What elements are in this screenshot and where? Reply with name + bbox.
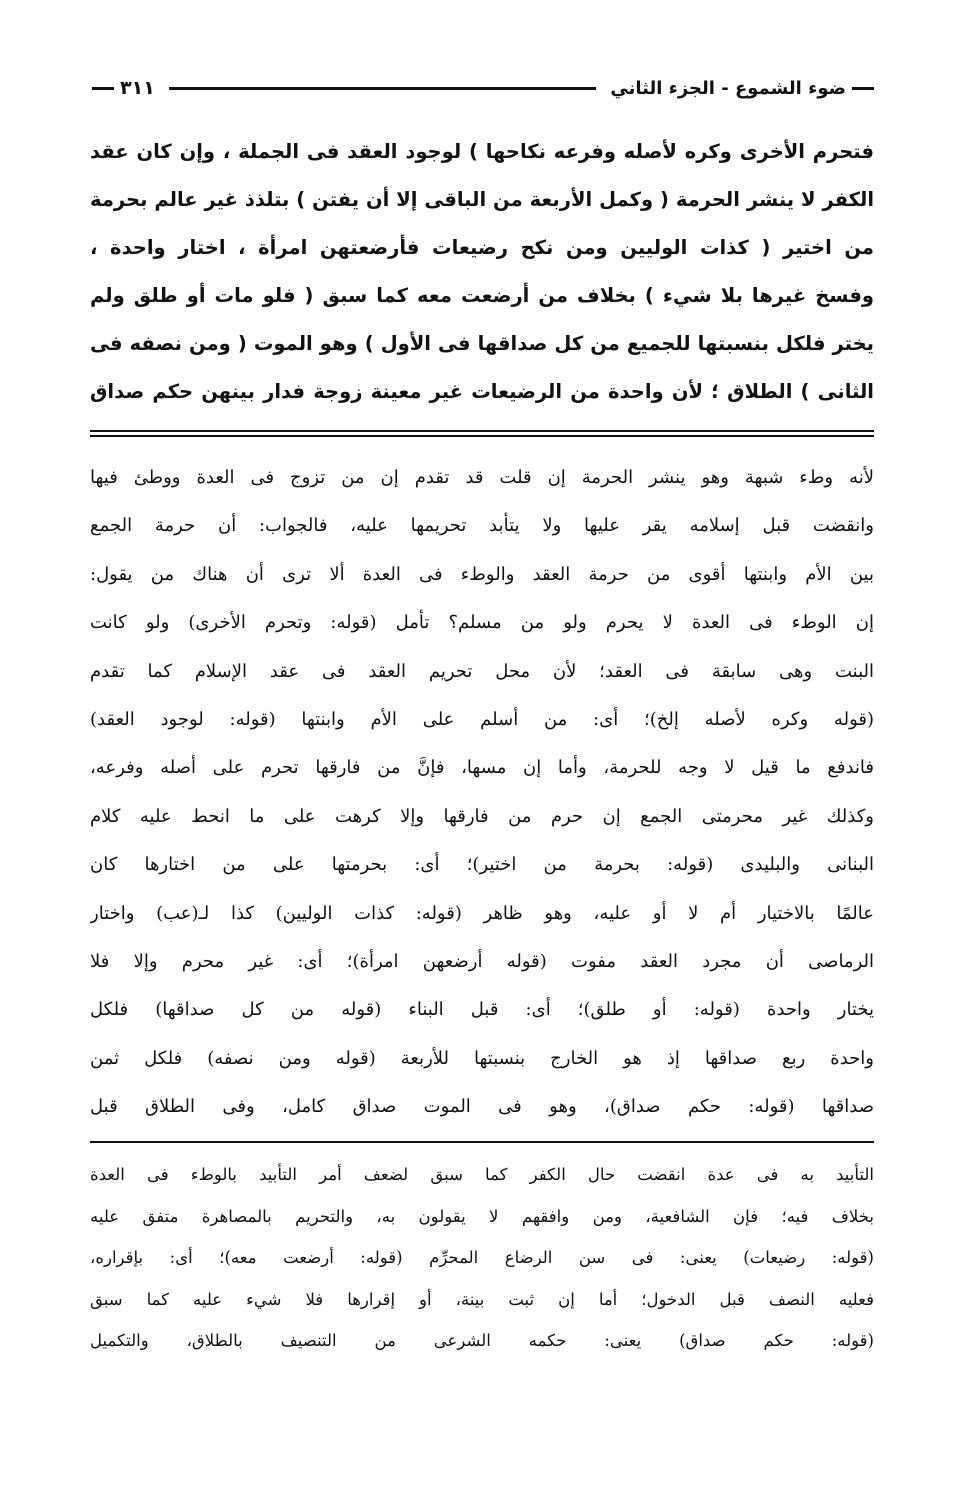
commentary-line: البنانى والبليدى (قوله: بحرمة من اختير)؛ أى: بحرمتها على من اختارها كان [90, 854, 874, 876]
main-text-line: الثانى ) الطلاق ؛ لأن واحدة من الرضيعات غير معينة زوجة فدار بينهن حكم صداق [90, 380, 874, 403]
gloss-line: فعليه النصف قبل الدخول؛ أما إن ثبت بينة، أو إقرارها فلا شيء عليه كما سبق [90, 1289, 874, 1309]
commentary-line: الرماصى أن مجرد العقد مفوت (قوله أرضعهن امرأة)؛ أى: غير محرم وإلا فلا [90, 950, 874, 972]
gloss-line: التأبيد به فى عدة انقضت حال الكفر كما سبق لضعف أمر التأبيد بالوطء فى العدة [90, 1165, 874, 1184]
commentary-line: لأنه وطء شبهة وهو ينشر الحرمة إن قلت قد تقدم إن من تزوج فى العدة ووطئ فيها [90, 467, 874, 488]
main-text-line: من اختير ( كذات الوليين ومن نكح رضيعات فأرضعتهن امرأة ، اختار واحدة ، [90, 236, 874, 259]
gloss-line: (قوله: حكم صداق) يعنى: حكمه الشرعى من التنصيف بالطلاق، والتكميل [90, 1331, 874, 1350]
commentary-line: وانقضت قبل إسلامه يقر عليها ولا يتأبد تحريمها عليه، فالجواب: أن حرمة الجمع [90, 515, 874, 537]
gloss-line: بخلاف فيه؛ فإن الشافعية، ومن وافقهم لا يقولون به، والتحريم بالمصاهرة متفق عليه [90, 1206, 874, 1226]
commentary-line: بين الأم وابنتها أقوى من حرمة العقد والوطء فى العدة ألا ترى أن هناك من يقول: [90, 563, 874, 585]
commentary-line: واحدة ربع صداقها إذ هو الخارج بنسبتها للأربعة (قوله ومن نصفه) فلكل ثمن [90, 1047, 874, 1069]
header-rule [169, 87, 597, 90]
commentary-line: فاندفع ما قيل لا وجه للحرمة، وأما إن مسها، فإنَّ من فارقها تحرم على أصله وفرعه، [90, 757, 874, 779]
commentary-line: عالمًا بالاختيار أم لا أو عليه، وهو ظاهر (قوله: كذات الوليين) كذا لـ(عب) واختار [90, 902, 874, 924]
commentary-line: وكذلك غير محرمتى الجمع إن حرم من فارقها وإلا كرهت على ما انحط عليه كلام [90, 805, 874, 827]
double-rule-bottom [90, 435, 874, 437]
commentary-line: صداقها (قوله: حكم صداق)، وهو فى الموت صداق كامل، وفى الطلاق قبل [90, 1096, 874, 1118]
footnote-rule [90, 1141, 874, 1143]
main-text-line: الكفر لا ينشر الحرمة ( وكمل الأربعة من الباقى إلا أن يفتن ) بتلذذ غير عالم بحرمة [90, 188, 874, 211]
main-text-line: فتحرم الأخرى وكره لأصله وفرعه نكاحها ) لوجود العقد فى الجملة ، وإن كان عقد [90, 140, 874, 163]
commentary-line: البنت وهى سابقة فى العقد؛ لأن محل تحريم العقد فى عقد الإسلام كما تقدم [90, 660, 874, 682]
commentary [90, 454, 874, 1131]
running-title: ضوء الشموع - الجزء الثاني [610, 77, 846, 99]
commentary-line: (قوله وكره لأصله إلخ)؛ أى: من أسلم على الأم وابنتها (قوله: لوجود العقد) [90, 708, 874, 730]
header-dash-start [852, 87, 874, 90]
header-dash-end [92, 87, 114, 90]
double-rule-top [90, 430, 874, 432]
commentary-line: إن الوطء فى العدة لا يحرم ولو من مسلم؟ تأمل (قوله: وتحرم الأخرى) ولو كانت [90, 612, 874, 634]
commentary-line: يختار واحدة (قوله: أو طلق)؛ أى: قبل البناء (قوله من كل صداقها) فلكل [90, 999, 874, 1021]
main-text [90, 128, 874, 416]
page-number: ٣١١ [120, 77, 155, 99]
gloss-line: (قوله: رضيعات) يعنى: فى سن الرضاع المحرِّم (قوله: أرضعت معه)؛ أى: بإقراره، [90, 1248, 874, 1267]
main-text-line: وفسخ غيرها بلا شيء ) بخلاف من أرضعت معه كما سبق ( فلو مات أو طلق ولم [90, 284, 874, 307]
gloss [90, 1154, 874, 1362]
page-header [92, 70, 874, 106]
main-text-line: يختر فلكل بنسبتها للجميع من كل صداقها فى الأول ) وهو الموت ( ومن نصفه فى [90, 332, 874, 355]
